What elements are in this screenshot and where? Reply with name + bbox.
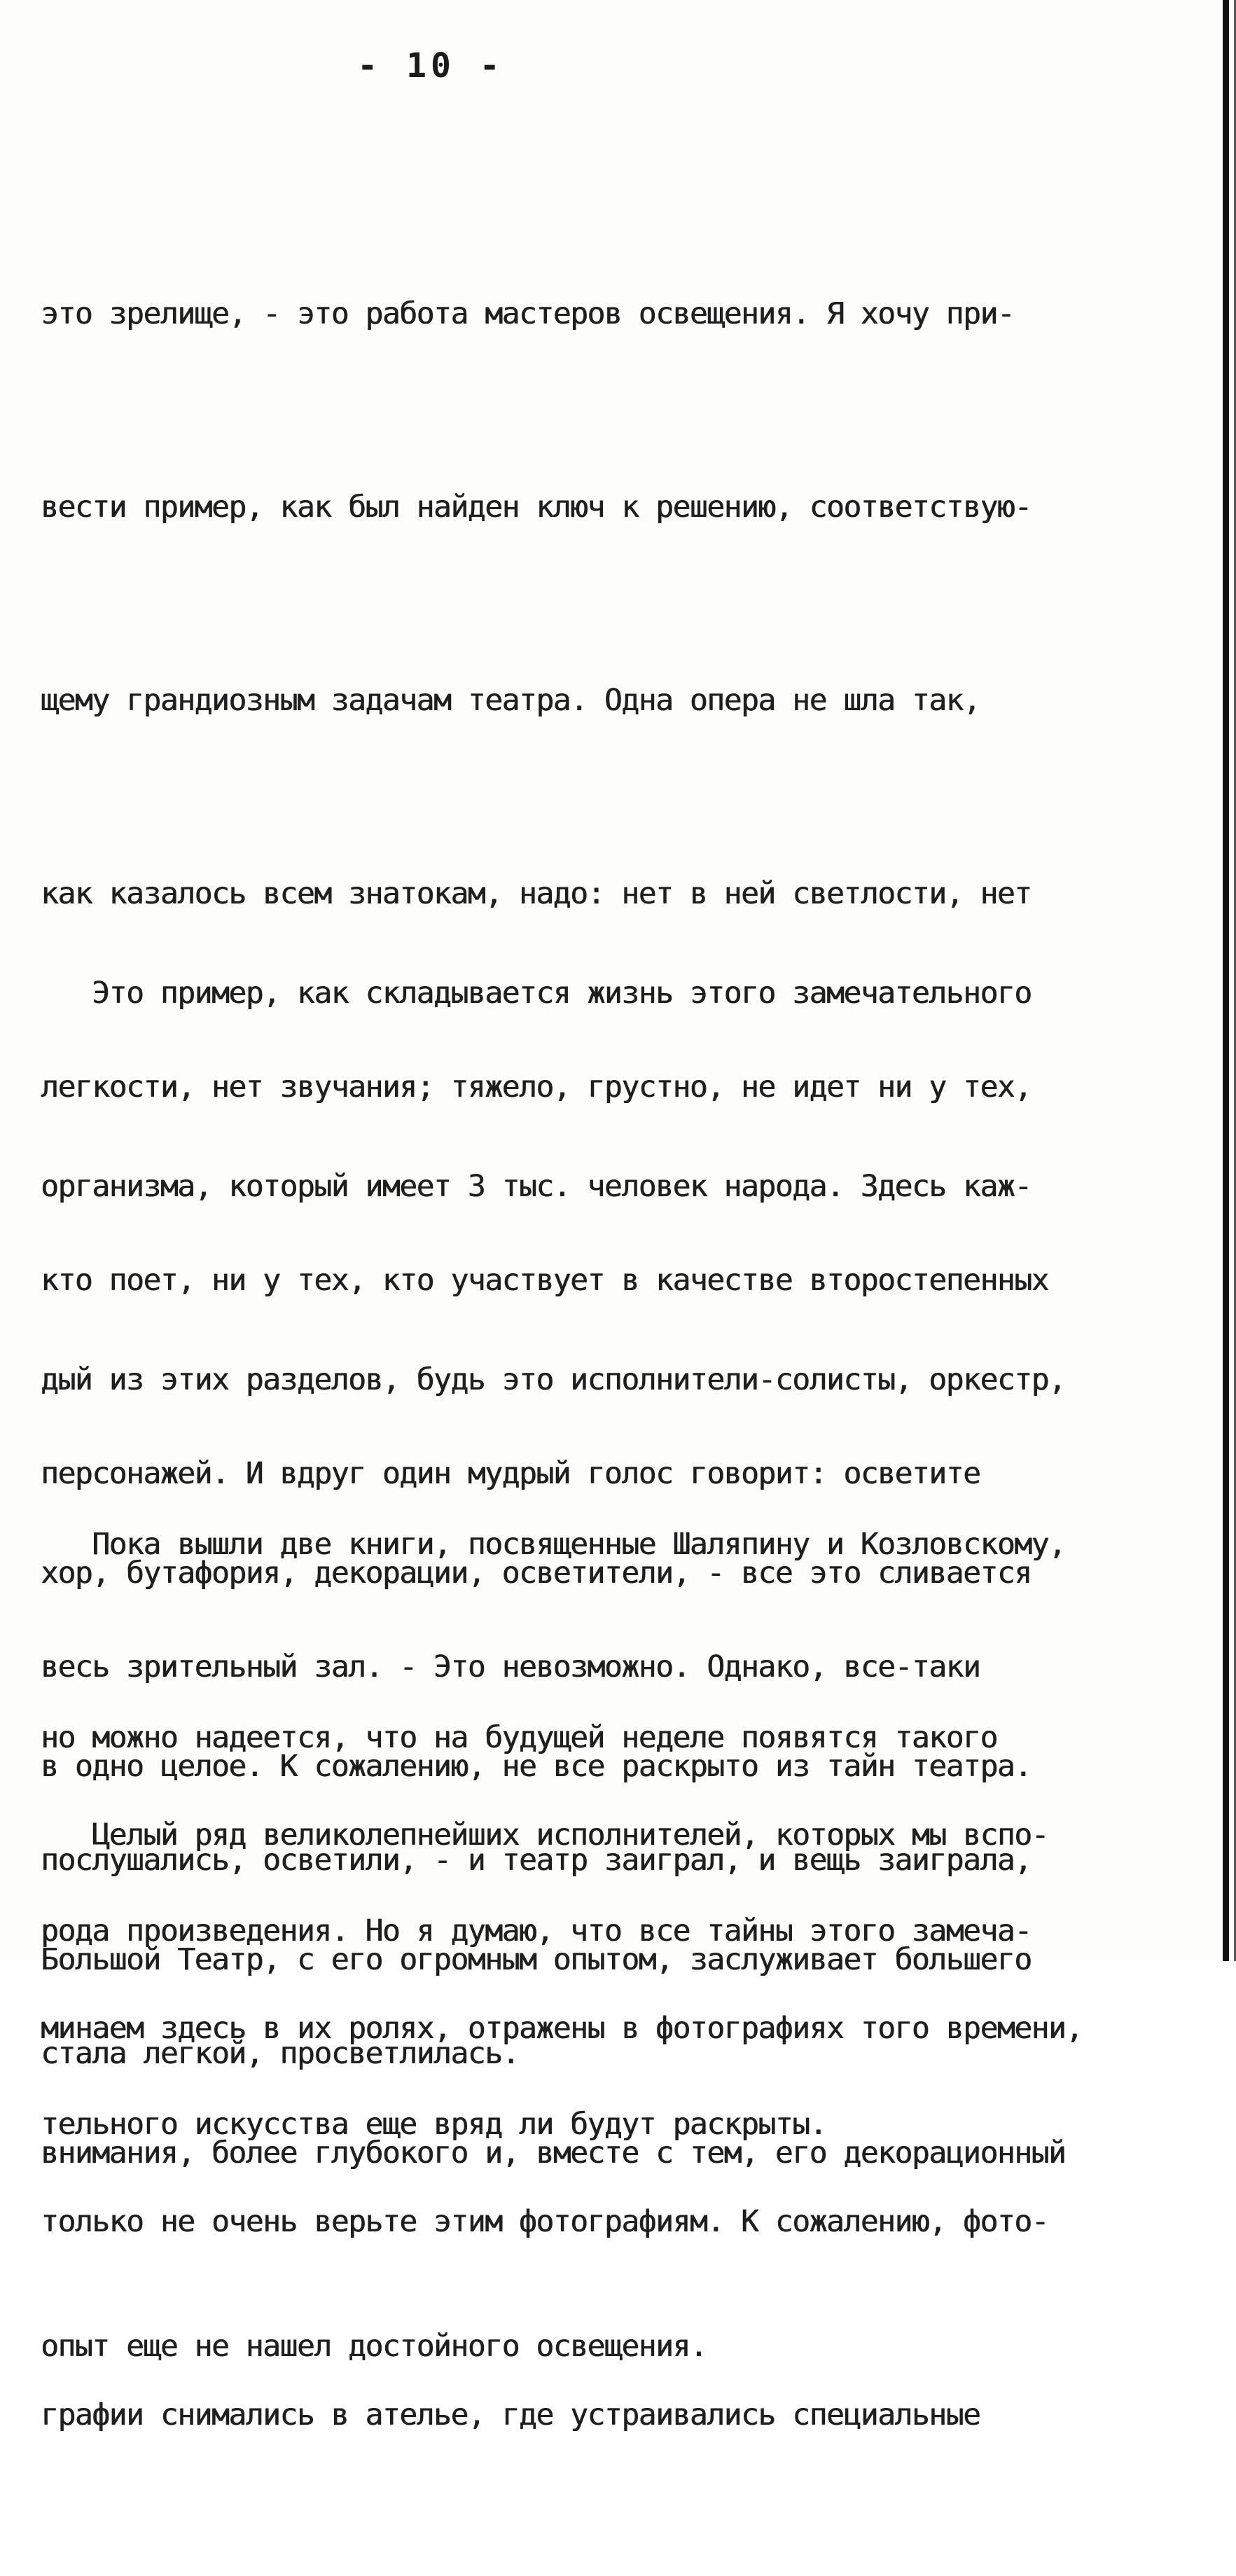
text-line: послушались, осветили, - и театр заиграл, и вещь заиграла, (41, 1843, 1032, 1878)
text-line: но можно надеется, что на будущей неделе появятся такого (41, 1720, 997, 1755)
text-line: весь зрительный зал. - Это невозможно. Однако, все-таки (41, 1649, 980, 1684)
text-line: опыт еще не нашел достойного освещения. (41, 2329, 707, 2364)
text-line: кто поет, ни у тех, кто участвует в качестве второстепенных (41, 1263, 1048, 1298)
page-edge-shadow (1223, 0, 1229, 1961)
text-line: минаем здесь в их ролях, отражены в фотографиях того времени, (41, 2011, 1083, 2046)
text-line: хор, бутафория, декорации, осветители, - все это сливается (41, 1556, 1032, 1591)
text-line: только не очень верьте этим фотографиям. К сожалению, фото- (41, 2204, 1048, 2239)
text-line: легкости, нет звучания; тяжело, грустно, не идет ни у тех, (41, 1069, 1032, 1105)
text-line: Целый ряд великолепнейших исполнителей, которых мы вспо- (41, 1817, 1048, 1853)
text-line: рода произведения. Но я думаю, что все тайны этого замеча- (41, 1913, 1032, 1948)
text-line: графии снимались в ателье, где устраивались специальные (41, 2397, 980, 2432)
text-line: щему грандиозным задачам театра. Одна опера не шла так, (41, 683, 980, 718)
page-number: - 10 - (357, 46, 504, 85)
text-line: как казалось всем знатокам, надо: нет в ней светлости, нет (41, 876, 1032, 911)
text-line: внимания, более глубокого и, вместе с тем, его декорационный (41, 2135, 1066, 2170)
text-line: тельного искусства еще вряд ли будут раскрыты. (41, 2107, 826, 2142)
text-line: организма, который имеет 3 тыс. человек народа. Здесь каж- (41, 1169, 1032, 1204)
text-line: дый из этих разделов, будь это исполнители-солисты, оркестр, (41, 1362, 1066, 1397)
text-line: Это пример, как складывается жизнь этого замечательного (41, 976, 1032, 1011)
text-line: вести пример, как был найден ключ к решению, соответствую- (41, 490, 1032, 525)
text-line: Пока вышли две книги, посвященные Шаляпину и Козловскому, (41, 1527, 1066, 1562)
text-line: это зрелище, - это работа мастеров освещения. Я хочу при- (41, 296, 1015, 331)
paragraph-4 (41, 1674, 1203, 2576)
text-line: в одно целое. К сожалению, не все раскрыто из тайн театра. (41, 1749, 1032, 1784)
text-line: стала легкой, просветлилась. (41, 2036, 519, 2071)
text-line: персонажей. И вдруг один мудрый голос говорит: осветите (41, 1456, 980, 1491)
text-line: Большой Театр, с его огромным опытом, заслуживает большего (41, 1942, 1032, 1977)
